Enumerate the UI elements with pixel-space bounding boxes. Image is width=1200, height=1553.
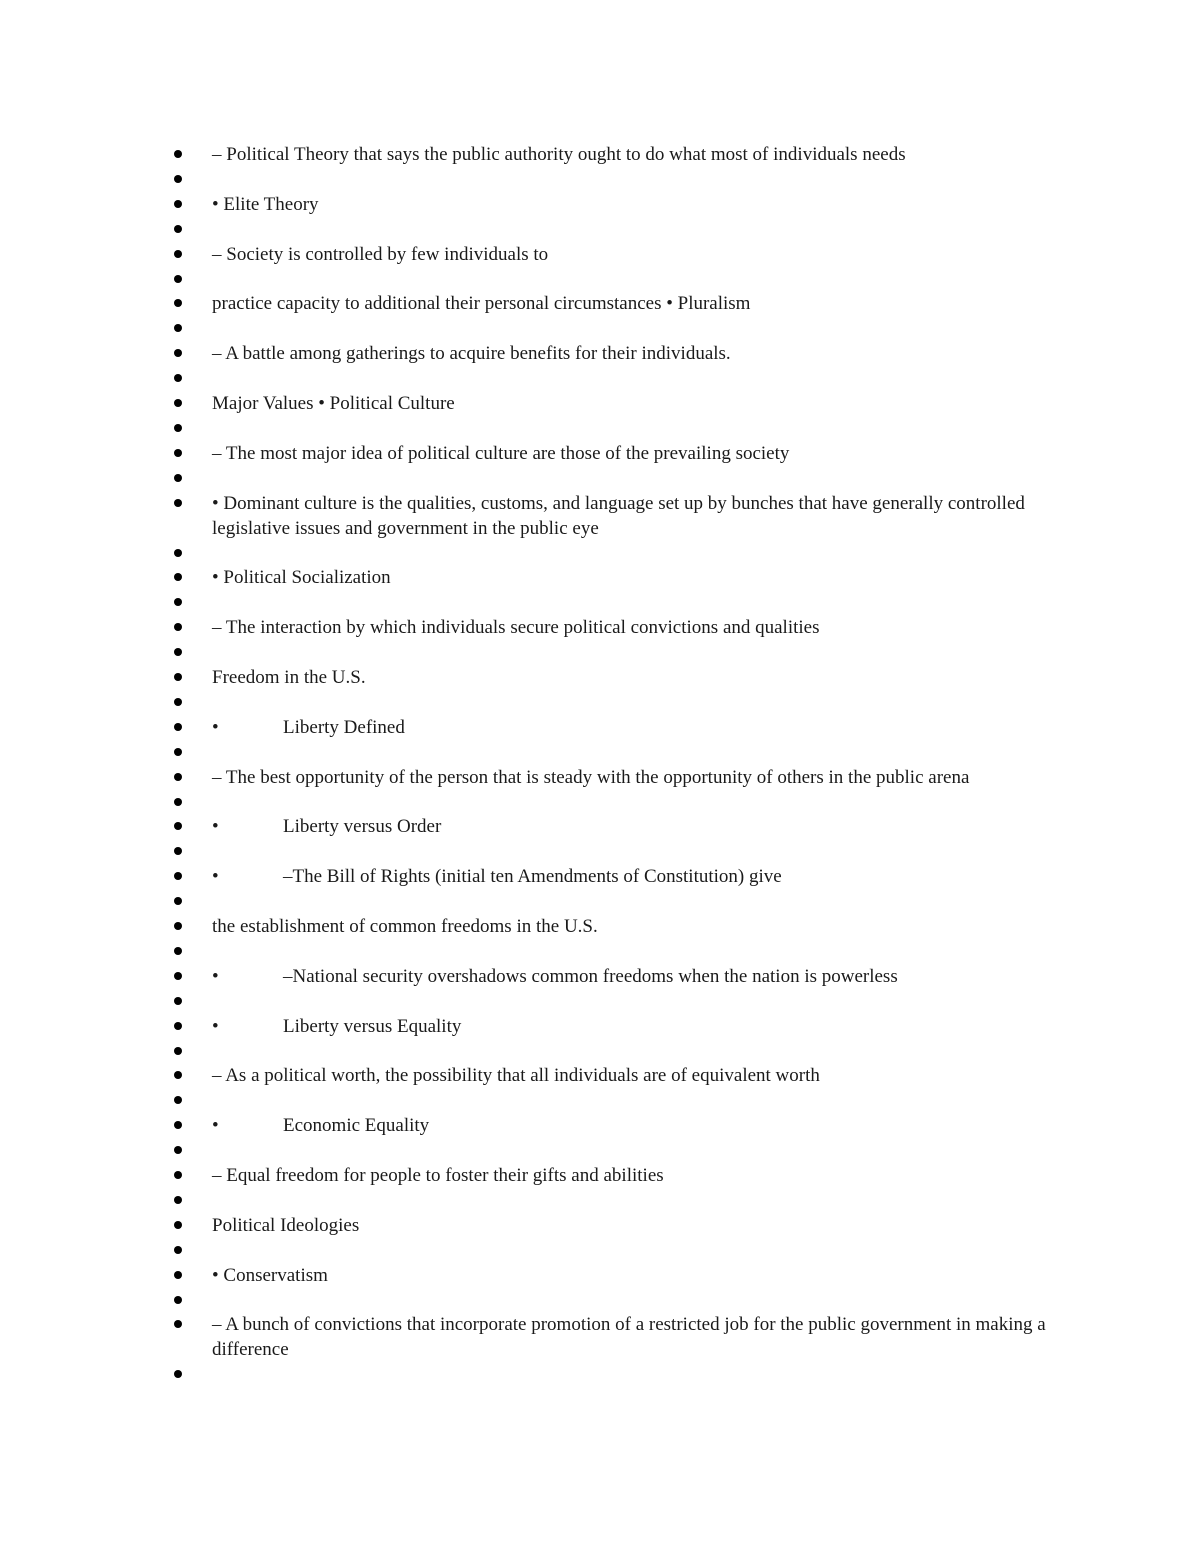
list-item-text: Liberty versus Order <box>283 816 442 838</box>
list-item <box>172 391 1062 416</box>
list-item <box>172 1163 1062 1188</box>
list-item <box>172 964 1062 989</box>
inline-bullet-glyph: • <box>212 965 219 987</box>
list-item <box>172 341 1062 366</box>
list-item <box>172 889 1062 914</box>
list-item <box>172 1113 1062 1138</box>
bullet-dot-icon <box>174 573 182 581</box>
list-item <box>172 814 1062 839</box>
list-item-text: Liberty versus Equality <box>283 1015 462 1037</box>
tabbed-line <box>212 1113 1062 1138</box>
bullet-dot-icon <box>174 1296 182 1304</box>
bullet-dot-icon <box>174 175 182 183</box>
inline-bullet-glyph: • <box>212 1115 219 1137</box>
list-item-text: – The interaction by which individuals secure political convictions and qualities <box>212 617 820 639</box>
list-item <box>172 217 1062 242</box>
bullet-dot-icon <box>174 1171 182 1179</box>
list-item <box>172 267 1062 292</box>
bullet-dot-icon <box>174 424 182 432</box>
list-item <box>172 1088 1062 1113</box>
tabbed-line <box>212 1014 1062 1039</box>
list-item <box>172 640 1062 665</box>
list-item-text: – Equal freedom for people to foster their gifts and abilities <box>212 1164 664 1186</box>
list-item <box>172 1213 1062 1238</box>
bullet-dot-icon <box>174 972 182 980</box>
bullet-dot-icon <box>174 748 182 756</box>
list-item <box>172 1138 1062 1163</box>
tabbed-line <box>212 814 1062 839</box>
bullet-dot-icon <box>174 1096 182 1104</box>
bullet-dot-icon <box>174 598 182 606</box>
list-item <box>172 541 1062 566</box>
list-item <box>172 291 1062 316</box>
list-item-text: – The best opportunity of the person that is steady with the opportunity of others in the public arena <box>212 766 970 788</box>
bullet-dot-icon <box>174 922 182 930</box>
bullet-dot-icon <box>174 1022 182 1030</box>
list-item <box>172 914 1062 939</box>
list-item-text: Freedom in the U.S. <box>212 666 366 688</box>
list-item <box>172 864 1062 889</box>
bullet-dot-icon <box>174 947 182 955</box>
bullet-dot-icon <box>174 374 182 382</box>
bullet-dot-icon <box>174 549 182 557</box>
tabbed-line <box>212 715 1062 740</box>
bullet-dot-icon <box>174 324 182 332</box>
list-item-text: the establishment of common freedoms in the U.S. <box>212 915 598 937</box>
tabbed-line <box>212 864 1062 889</box>
list-item <box>172 1362 1062 1387</box>
list-item <box>172 142 1062 167</box>
list-item <box>172 192 1062 217</box>
list-item-text: –The Bill of Rights (initial ten Amendments of Constitution) give <box>283 866 782 888</box>
inline-bullet-glyph: • <box>212 816 219 838</box>
bullet-dot-icon <box>174 798 182 806</box>
list-item <box>172 1288 1062 1313</box>
bullet-dot-icon <box>174 1320 182 1328</box>
bullet-dot-icon <box>174 1221 182 1229</box>
list-item-text: • Elite Theory <box>212 193 319 215</box>
list-item <box>172 1188 1062 1213</box>
list-item <box>172 989 1062 1014</box>
list-item <box>172 565 1062 590</box>
bullet-dot-icon <box>174 773 182 781</box>
bullet-dot-icon <box>174 299 182 307</box>
bullet-dot-icon <box>174 474 182 482</box>
list-item <box>172 1063 1062 1088</box>
list-item <box>172 590 1062 615</box>
list-item-text: –National security overshadows common freedoms when the nation is powerless <box>283 965 898 987</box>
list-item <box>172 790 1062 815</box>
list-item <box>172 765 1062 790</box>
list-item <box>172 1014 1062 1039</box>
list-item-text: Liberty Defined <box>283 716 405 738</box>
bullet-dot-icon <box>174 1196 182 1204</box>
bullet-dot-icon <box>174 673 182 681</box>
list-item <box>172 466 1062 491</box>
bullet-dot-icon <box>174 698 182 706</box>
bullet-dot-icon <box>174 399 182 407</box>
bullet-dot-icon <box>174 349 182 357</box>
list-item-text: Major Values • Political Culture <box>212 392 455 414</box>
inline-bullet-glyph: • <box>212 716 219 738</box>
list-item <box>172 316 1062 341</box>
list-item <box>172 366 1062 391</box>
list-item <box>172 615 1062 640</box>
bullet-dot-icon <box>174 1146 182 1154</box>
bullet-dot-icon <box>174 897 182 905</box>
tabbed-line <box>212 964 1062 989</box>
bullet-dot-icon <box>174 648 182 656</box>
list-item <box>172 715 1062 740</box>
bullet-dot-icon <box>174 250 182 258</box>
list-item <box>172 1039 1062 1064</box>
list-item <box>172 690 1062 715</box>
bullet-list <box>172 142 1062 1387</box>
inline-bullet-glyph: • <box>212 1015 219 1037</box>
list-item-text: – The most major idea of political culture are those of the prevailing society <box>212 442 790 464</box>
list-item-text: – Society is controlled by few individuals to <box>212 243 549 265</box>
bullet-dot-icon <box>174 872 182 880</box>
bullet-dot-icon <box>174 200 182 208</box>
inline-bullet-glyph: • <box>212 866 219 888</box>
list-item-text: – As a political worth, the possibility that all individuals are of equivalent worth <box>212 1065 820 1087</box>
bullet-dot-icon <box>174 1071 182 1079</box>
list-item <box>172 665 1062 690</box>
bullet-dot-icon <box>174 1271 182 1279</box>
list-item <box>172 416 1062 441</box>
list-item <box>172 491 1062 541</box>
bullet-dot-icon <box>174 723 182 731</box>
list-item <box>172 167 1062 192</box>
bullet-dot-icon <box>174 847 182 855</box>
bullet-dot-icon <box>174 499 182 507</box>
list-item <box>172 1238 1062 1263</box>
list-item <box>172 242 1062 267</box>
list-item-text: • Conservatism <box>212 1264 328 1286</box>
list-item-text: – A bunch of convictions that incorporate promotion of a restricted job for the public government in making a difference <box>212 1314 1046 1361</box>
list-item <box>172 1263 1062 1288</box>
list-item-text: Political Ideologies <box>212 1214 360 1236</box>
list-item-text: Economic Equality <box>283 1115 430 1137</box>
list-item <box>172 1312 1062 1362</box>
list-item-text: practice capacity to additional their personal circumstances • Pluralism <box>212 293 751 315</box>
list-item <box>172 939 1062 964</box>
bullet-dot-icon <box>174 997 182 1005</box>
bullet-dot-icon <box>174 449 182 457</box>
list-item <box>172 839 1062 864</box>
bullet-dot-icon <box>174 1246 182 1254</box>
list-item-text: – A battle among gatherings to acquire benefits for their individuals. <box>212 343 731 365</box>
bullet-dot-icon <box>174 150 182 158</box>
bullet-dot-icon <box>174 1047 182 1055</box>
bullet-dot-icon <box>174 1121 182 1129</box>
list-item-text: – Political Theory that says the public authority ought to do what most of individuals needs <box>212 144 906 165</box>
list-item <box>172 740 1062 765</box>
bullet-dot-icon <box>174 822 182 830</box>
bullet-dot-icon <box>174 1370 182 1378</box>
bullet-dot-icon <box>174 623 182 631</box>
bullet-dot-icon <box>174 275 182 283</box>
bullet-dot-icon <box>174 225 182 233</box>
list-item <box>172 441 1062 466</box>
list-item-text: • Dominant culture is the qualities, customs, and language set up by bunches that have generally controlled legislative issues and government in the public eye <box>212 492 1025 539</box>
list-item-text: • Political Socialization <box>212 567 391 589</box>
